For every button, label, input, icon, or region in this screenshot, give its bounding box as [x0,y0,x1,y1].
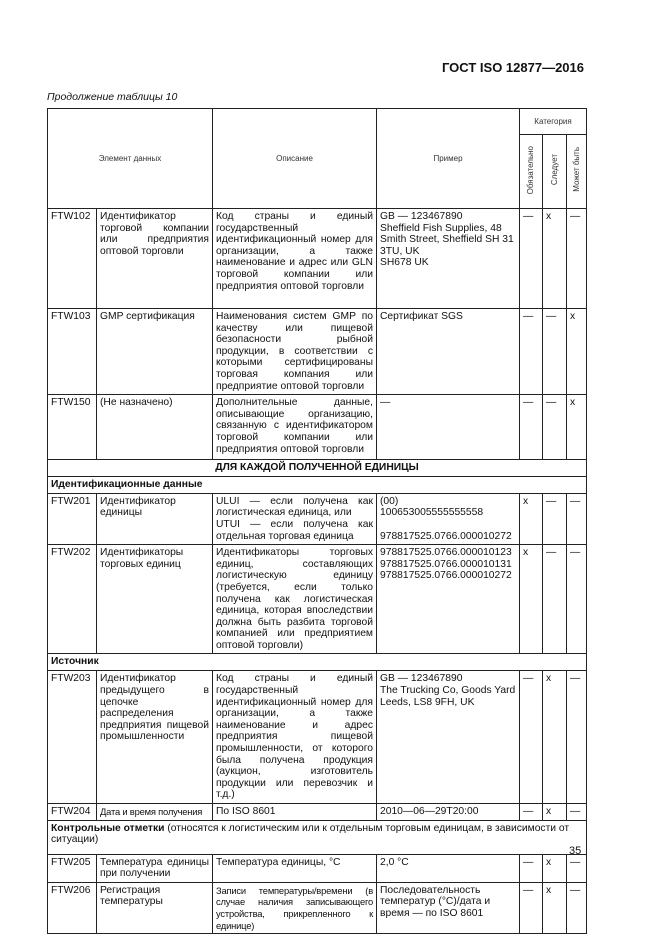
element-example: — [377,395,520,460]
subsection-control-title: Контрольные отметки [51,822,165,834]
element-description: ULUI — если получена как логистическая единица, или UTUI — если получена как отдельная торговая единица [213,493,377,544]
table-row [48,493,587,544]
element-description: Код страны и единый государственный идентификационный номер для организации, а также наименование и адрес предприятия пищевой промышленности, от которого была получена продукция (аукцион, изготовитель продукции или перевозчик и т.д.) [213,671,377,804]
category-mandatory: — [520,804,543,821]
element-code: FTW102 [48,209,97,309]
element-code: FTW204 [48,804,97,821]
category-may: x [567,309,587,395]
category-should: x [543,804,567,821]
element-code: FTW206 [48,882,97,933]
data-elements-table [47,108,587,934]
category-should: x [543,882,567,933]
table-row [48,671,587,804]
category-should: — [543,493,567,544]
table-row [48,854,587,882]
element-name: GMP сертификация [97,309,213,395]
category-may: — [567,804,587,821]
element-description: По ISO 8601 [213,804,377,821]
category-mandatory: — [520,854,543,882]
element-example: Последовательность температур (°С)/дата и время — по ISO 8601 [377,882,520,933]
element-name: (Не назначено) [97,395,213,460]
header-example: Пример [377,109,520,209]
element-description: Записи температуры/времени (в случае наличия записывающего устройства, прикрепленного к единице) [213,882,377,933]
table-row [48,882,587,933]
header-element: Элемент данных [48,109,213,209]
category-mandatory: — [520,882,543,933]
category-may: x [567,395,587,460]
category-should: x [543,209,567,309]
table-row [48,395,587,460]
table-row [48,209,587,309]
element-name: Идентификаторы торговых единиц [97,545,213,654]
table-row [48,804,587,821]
category-should: — [543,545,567,654]
category-may: — [567,854,587,882]
category-should: — [543,395,567,460]
table-row [48,545,587,654]
element-code: FTW203 [48,671,97,804]
category-may: — [567,545,587,654]
element-code: FTW103 [48,309,97,395]
element-example: (00) 100653005555555558 978817525.0766.000010272 [377,493,520,544]
header-should: Следует [549,154,559,186]
subsection-control-note: (относятся к логистическим или к отдельным торговым единицам, в зависимости от ситуации) [51,822,570,846]
element-example: Сертификат SGS [377,309,520,395]
element-name: Идентификатор единицы [97,493,213,544]
element-code: FTW202 [48,545,97,654]
header-may: Может быть [571,147,581,193]
subsection-control [48,820,587,854]
subsection-ident: Идентификационные данные [48,477,587,494]
element-example: GB — 123467890 Sheffield Fish Supplies, 48 Smith Street, Sheffield SH 31 3TU, UK SH678 UK [377,209,520,309]
element-description: Код страны и единый государственный идентификационный номер для организации, а также наименование и адрес или GLN торговой компании или предприятия оптовой торговли [213,209,377,309]
category-may: — [567,493,587,544]
category-mandatory: — [520,395,543,460]
header-mandatory: Обязательно [526,145,536,194]
section-heading: ДЛЯ КАЖДОЙ ПОЛУЧЕННОЙ ЕДИНИЦЫ [48,460,587,477]
element-description: Температура единицы, °С [213,854,377,882]
element-description: Идентификаторы торговых единиц, составляющих логистическую единицу (требуется, если только получена как логистическая единица, которая впоследствии должна быть разбита торговой компанией или предприятием оптовой торговли) [213,545,377,654]
element-example: 2,0 °С [377,854,520,882]
element-description: Наименования систем GMP по качеству или пищевой безопасности рыбной продукции, в соответствии с которыми сертифицированы торговая компания или предприятие оптовой торговли [213,309,377,395]
category-may: — [567,882,587,933]
element-example: 978817525.0766.000010123 978817525.0766.000010131 978817525.0766.000010272 [377,545,520,654]
element-name: Регистрация температуры [97,882,213,933]
element-name: Идентификатор предыдущего в цепочке распределения предприятия пищевой промышленности [97,671,213,804]
table-continuation-caption: Продолжение таблицы 10 [47,91,178,103]
element-code: FTW205 [48,854,97,882]
category-should: — [543,309,567,395]
element-example: 2010—06—29T20:00 [377,804,520,821]
category-mandatory: — [520,209,543,309]
element-name: Идентификатор торговой компании или предприятия оптовой торговли [97,209,213,309]
category-mandatory: x [520,493,543,544]
element-name: Дата и время получения [97,804,213,821]
element-code: FTW201 [48,493,97,544]
category-may: — [567,209,587,309]
category-may: — [567,671,587,804]
element-code: FTW150 [48,395,97,460]
header-description: Описание [213,109,377,209]
element-name: Температура единицы при получении [97,854,213,882]
page-number: 35 [569,845,582,857]
header-category: Категория [520,109,587,135]
category-mandatory: — [520,671,543,804]
category-should: x [543,671,567,804]
subsection-source: Источник [48,654,587,671]
category-mandatory: — [520,309,543,395]
table-row [48,309,587,395]
category-should: x [543,854,567,882]
element-example: GB — 123467890 The Trucking Co, Goods Yard Leeds, LS8 9FH, UK [377,671,520,804]
standard-number: ГОСТ ISO 12877—2016 [441,60,584,75]
category-mandatory: x [520,545,543,654]
element-description: Дополнительные данные, описывающие организацию, связанную с идентификатором торговой компании или предприятия оптовой торговли [213,395,377,460]
